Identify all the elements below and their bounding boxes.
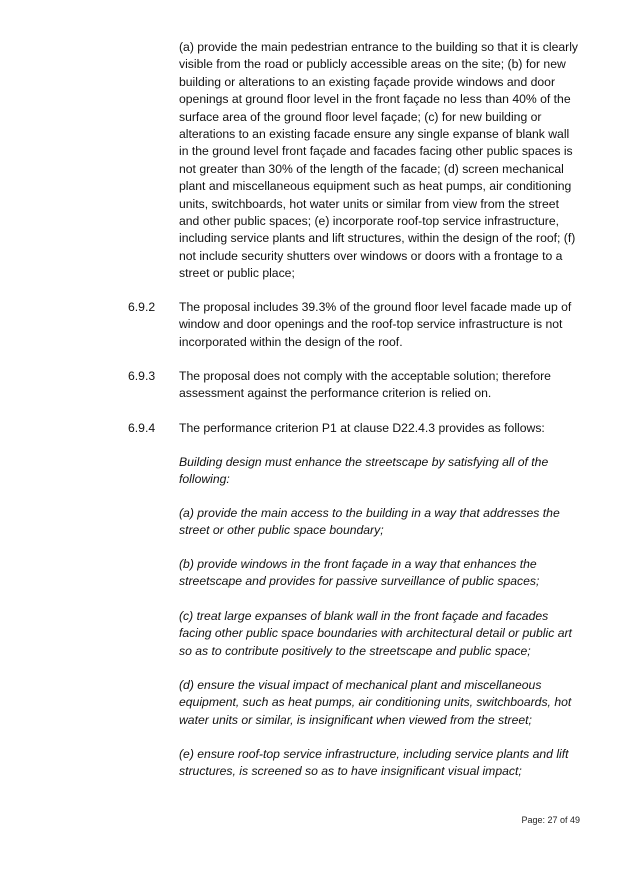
quote-item: (d) ensure the visual impact of mechanical plant and miscellaneous equipment, such as heat pumps, air conditioning units, switchboards, hot water units or similar, is insignificant when viewed from the street; [179, 678, 572, 727]
quote-item: (e) ensure roof-top service infrastructure, including service plants and lift structures, is screened so as to have insignificant visual impact; [179, 747, 569, 779]
quote-lead: Building design must enhance the streetscape by satisfying all of the following: [179, 455, 549, 487]
quote-item: (b) provide windows in the front façade in a way that enhances the streetscape and provides for passive surveillance of public spaces; [179, 557, 540, 589]
page-number: Page: 27 of 49 [521, 815, 580, 825]
section-text: The proposal does not comply with the acceptable solution; therefore assessment against the performance criterion is relied on. [179, 369, 551, 401]
section-number: 6.9.3 [128, 369, 156, 383]
section-text: The performance criterion P1 at clause D22.4.3 provides as follows: [179, 421, 545, 435]
section-number: 6.9.2 [128, 300, 156, 314]
quote-item: (a) provide the main access to the building in a way that addresses the street or other public space boundary; [179, 506, 560, 538]
section-number: 6.9.4 [128, 421, 156, 435]
quote-item: (c) treat large expanses of blank wall in the front façade and facades facing other public space boundaries with architectural detail or public art so as to contribute positively to the streetscape and public space; [179, 609, 572, 658]
intro-paragraph: (a) provide the main pedestrian entrance to the building so that it is clearly visible from the road or publicly accessible areas on the site; (b) for new building or alterations to an existing façade provide windows and door openings at ground floor level in the front façade no less than 40% of the surface area of the ground floor level façade; (c) for new building or alterations to an existing facade ensure any single expanse of blank wall in the ground level front façade and facades facing other public spaces is not greater than 30% of the length of the facade; (d) screen mechanical plant and miscellaneous equipment such as heat pumps, air conditioning units, switchboards, hot water units or similar from view from the street and other public spaces; (e) incorporate roof-top service infrastructure, including service plants and lift structures, within the design of the roof; (f) not include security shutters over windows or doors with a frontage to a street or public place; [179, 40, 579, 281]
section-text: The proposal includes 39.3% of the ground floor level facade made up of window and door openings and the roof-top service infrastructure is not incorporated within the design of the roof. [179, 300, 572, 349]
